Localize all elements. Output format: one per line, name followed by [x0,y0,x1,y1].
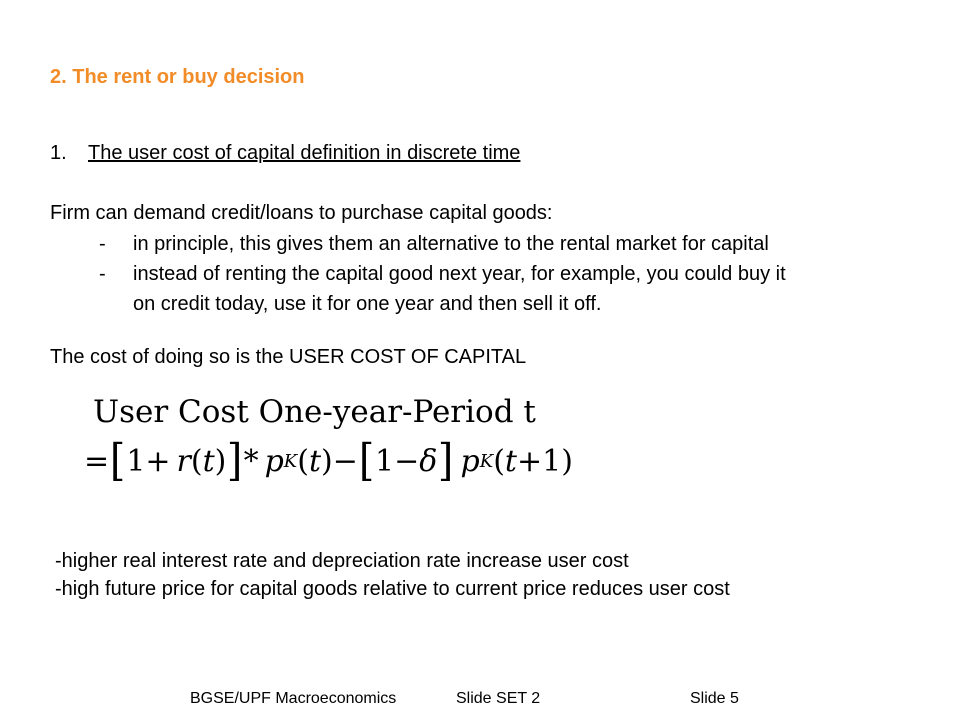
intro-text: Firm can demand credit/loans to purchase capital goods: [50,202,553,224]
cost-line: The cost of doing so is the USER COST OF CAPITAL [50,346,527,368]
bullet-dash: - [99,233,106,255]
user-cost-formula [84,392,624,502]
formula-equation: = [ 1+ r ( t ) ] * p K ( t ) − [ 1− δ ] p K ( t +1) [84,435,573,486]
footer-set: Slide SET 2 [456,690,541,707]
bullet-text: instead of renting the capital good next year, for example, you could buy it [133,263,786,285]
item-title: The user cost of capital definition in discrete time [88,142,521,164]
bullet-dash: - [99,263,106,285]
bullet-text-continued: on credit today, use it for one year and then sell it off. [133,293,602,315]
slide-heading: 2. The rent or buy decision [50,66,305,88]
footer-slide-number: Slide 5 [690,690,739,707]
note-line: -higher real interest rate and depreciation rate increase user cost [55,550,629,572]
item-number: 1. [50,142,67,164]
bullet-text: in principle, this gives them an alternative to the rental market for capital [133,233,769,255]
note-line: -high future price for capital goods relative to current price reduces user cost [55,578,730,600]
formula-title: User Cost One-year-Period t [93,394,536,430]
footer-course: BGSE/UPF Macroeconomics [190,690,397,707]
